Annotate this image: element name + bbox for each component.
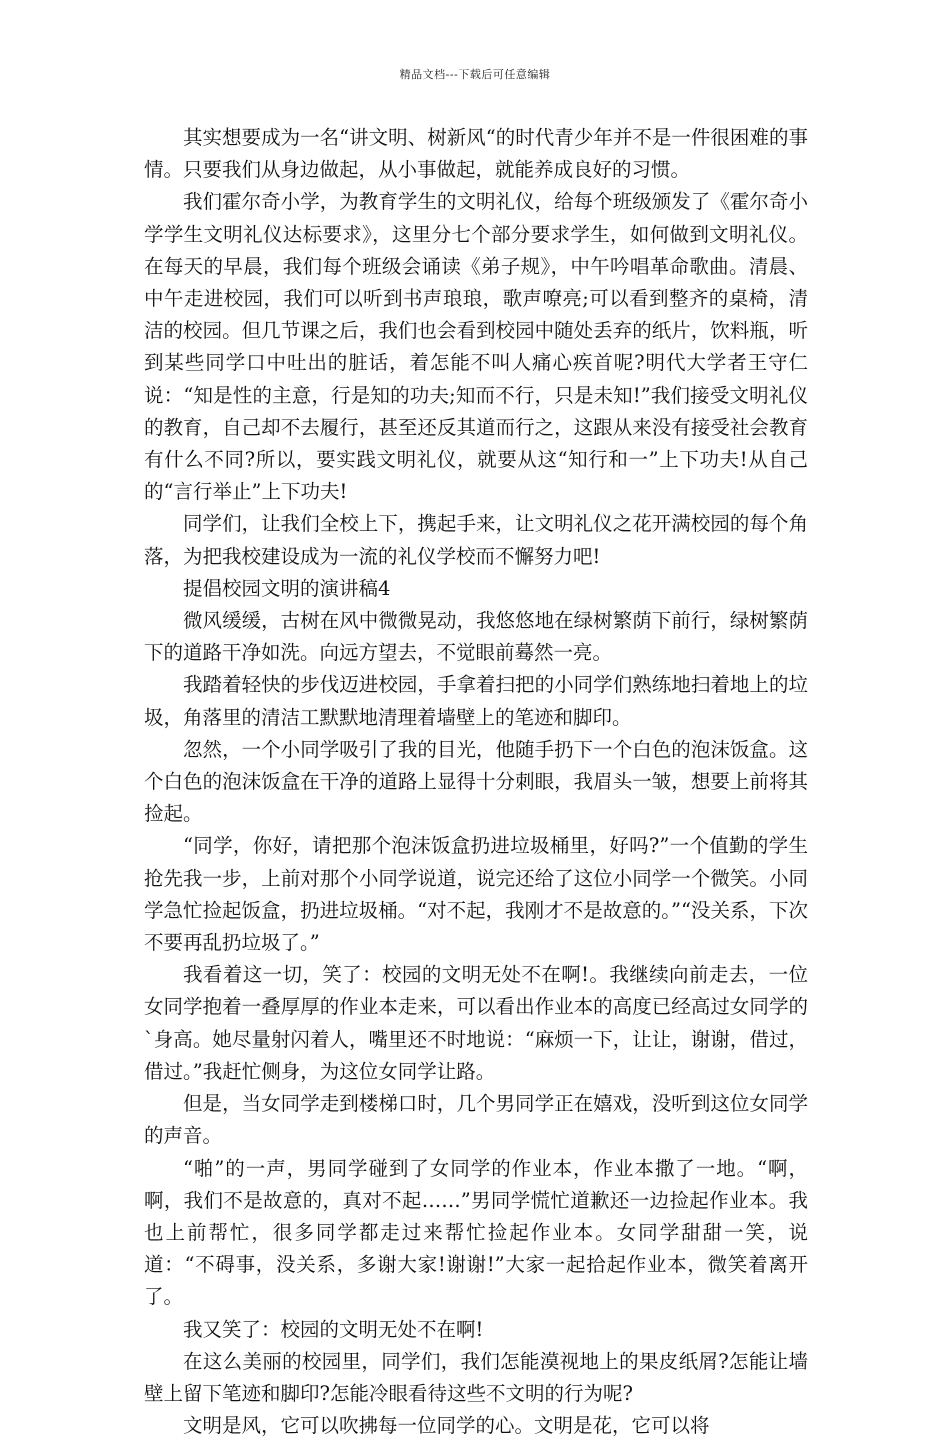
section-title: 提倡校园文明的演讲稿4 — [183, 576, 391, 600]
paragraph: 同学们，让我们全校上下，携起手来，让文明礼仪之花开满校园的每个角落，为把我校建设成为一流的礼仪学校而不懈努力吧! — [144, 512, 808, 568]
paragraph: 在这么美丽的校园里，同学们，我们怎能漠视地上的果皮纸屑?怎能让墙壁上留下笔迹和脚印?怎能冷眼看待这些不文明的行为呢? — [144, 1349, 808, 1405]
paragraph: 我踏着轻快的步伐迈进校园，手拿着扫把的小同学们熟练地扫着地上的垃圾，角落里的清洁工默默地清理着墙壁上的笔迹和脚印。 — [144, 673, 808, 729]
paragraph: 我看着这一切，笑了：校园的文明无处不在啊!。我继续向前走去，一位女同学抱着一叠厚厚的作业本走来，可以看出作业本的高度已经高过女同学的`身高。她尽量射闪着人，嘴里还不时地说：“麻烦一下，让让，谢谢，借过，借过。”我赶忙侧身，为这位女同学让路。 — [144, 963, 808, 1083]
page-header: 精品文档---下载后可任意编辑 — [399, 68, 551, 81]
paragraph: 我们霍尔奇小学，为教育学生的文明礼仪，给每个班级颁发了《霍尔奇小学学生文明礼仪达标要求》，这里分七个部分要求学生，如何做到文明礼仪。在每天的早晨，我们每个班级会诵读《弟子规》，中午吟唱革命歌曲。清晨、中午走进校园，我们可以听到书声琅琅，歌声嘹亮;可以看到整齐的桌椅，清洁的校园。但几节课之后，我们也会看到校园中随处丢弃的纸片，饮料瓶，听到某些同学口中吐出的脏话，着怎能不叫人痛心疾首呢?明代大学者王守仁说：“知是性的主意，行是知的功夫;知而不行，只是未知!”我们接受文明礼仪的教育，自己却不去履行，甚至还反其道而行之，这跟从来没有接受社会教育有什么不同?所以，要实践文明礼仪，就要从这“知行和一”上下功夫!从自己的“言行举止”上下功夫! — [144, 190, 808, 504]
document-body — [144, 122, 808, 1442]
paragraph: 文明是风，它可以吹拂每一位同学的心。文明是花，它可以将 — [183, 1414, 710, 1438]
paragraph: 微风缓缓，古树在风中微微晃动，我悠悠地在绿树繁荫下前行，绿树繁荫下的道路干净如洗。向远方望去，不觉眼前蓦然一亮。 — [144, 609, 808, 665]
paragraph: 我又笑了：校园的文明无处不在啊! — [183, 1317, 484, 1341]
paragraph: 但是，当女同学走到楼梯口时，几个男同学正在嬉戏，没听到这位女同学的声音。 — [144, 1092, 808, 1148]
paragraph: 忽然，一个小同学吸引了我的目光，他随手扔下一个白色的泡沫饭盒。这个白色的泡沫饭盒在干净的道路上显得十分刺眼，我眉头一皱，想要上前将其捡起。 — [144, 737, 808, 826]
paragraph: 其实想要成为一名“讲文明、树新风“的时代青少年并不是一件很困难的事情。只要我们从身边做起，从小事做起，就能养成良好的习惯。 — [144, 126, 808, 182]
paragraph: “同学，你好，请把那个泡沫饭盒扔进垃圾桶里，好吗?”一个值勤的学生抢先我一步，上前对那个小同学说道，说完还给了这位小同学一个微笑。小同学急忙捡起饭盒，扔进垃圾桶。“对不起，我刚才不是故意的。”“没关系，下次不要再乱扔垃圾了。” — [144, 834, 808, 955]
paragraph: “啪”的一声，男同学碰到了女同学的作业本，作业本撒了一地。“啊，啊，我们不是故意的，真对不起……”男同学慌忙道歉还一边捡起作业本。我也上前帮忙，很多同学都走过来帮忙捡起作业本。女同学甜甜一笑，说道：“不碍事，没关系，多谢大家!谢谢!”大家一起拾起作业本，微笑着离开了。 — [144, 1156, 808, 1309]
